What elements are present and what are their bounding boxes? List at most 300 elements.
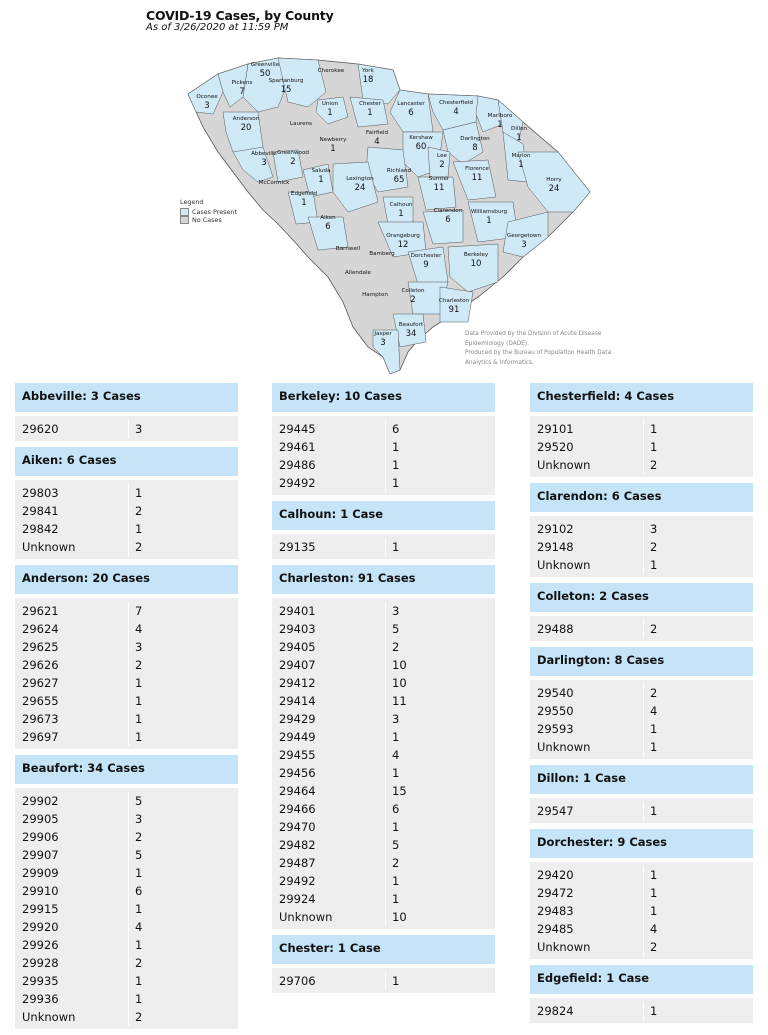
county-map-label: Newberry <box>319 137 347 143</box>
county-map-count: 34 <box>405 329 417 339</box>
zip-row <box>530 538 753 556</box>
case-count: 4 <box>650 704 658 718</box>
zip-code: Unknown <box>530 938 644 956</box>
county-map-count: 9 <box>423 260 429 270</box>
case-count: 1 <box>135 902 143 916</box>
zip-row <box>272 420 495 438</box>
zip-table <box>530 414 753 477</box>
county-map-label: Barnwell <box>335 246 361 252</box>
zip-code: 29706 <box>272 972 386 990</box>
county-header: Colleton: 2 Cases <box>530 583 753 614</box>
zip-table <box>530 796 753 823</box>
case-count: 6 <box>392 422 400 436</box>
county-header: Calhoun: 1 Case <box>272 501 495 532</box>
county-map-count: 1 <box>497 120 503 130</box>
zip-code: 29492 <box>272 872 386 890</box>
zip-code: 29626 <box>15 656 129 674</box>
zip-row <box>272 656 495 674</box>
county-map-count: 18 <box>362 75 374 85</box>
county-column-2 <box>272 383 495 999</box>
county-map-label: Abbeville <box>251 151 277 157</box>
zip-code: 29429 <box>272 710 386 728</box>
zip-row <box>272 782 495 800</box>
county-map-label: Berkeley <box>463 252 489 258</box>
zip-row <box>530 702 753 720</box>
zip-code: 29414 <box>272 692 386 710</box>
county-map-count: 12 <box>397 240 409 250</box>
county-map-label: Dillon <box>511 126 527 132</box>
zip-table <box>15 414 238 441</box>
zip-code: 29472 <box>530 884 644 902</box>
credit-line: Analytics & Informatics. <box>465 359 534 366</box>
county-map-label: Kershaw <box>409 135 433 141</box>
case-count: 1 <box>650 740 658 754</box>
county-box <box>272 501 495 559</box>
zip-code: 29902 <box>15 792 129 810</box>
county-header: Edgefield: 1 Case <box>530 965 753 996</box>
zip-code: 29407 <box>272 656 386 674</box>
case-count: 11 <box>392 694 407 708</box>
zip-row <box>15 792 238 810</box>
zip-code: 29135 <box>272 538 386 556</box>
legend-label: Cases Present <box>192 208 237 216</box>
county-map-label: Allendale <box>345 270 371 276</box>
county-map-count: 1 <box>330 144 336 154</box>
county-map-label: Chester <box>359 101 381 107</box>
county-map-label: Chesterfield <box>439 100 473 106</box>
case-count: 2 <box>650 540 658 554</box>
zip-row <box>272 692 495 710</box>
zip-table <box>272 414 495 495</box>
case-count: 3 <box>650 522 658 536</box>
credit-line: Produced by the Bureau of Population Health Data <box>465 350 612 356</box>
zip-code: 29928 <box>15 954 129 972</box>
zip-code: 29906 <box>15 828 129 846</box>
case-count: 3 <box>135 640 143 654</box>
zip-row <box>272 456 495 474</box>
zip-row <box>15 520 238 538</box>
case-count: 6 <box>392 802 400 816</box>
county-map-label: Oconee <box>196 94 218 100</box>
county-map-label: York <box>362 68 374 74</box>
county-map-label: Greenville <box>250 62 280 68</box>
zip-code: 29915 <box>15 900 129 918</box>
page-subtitle: As of 3/26/2020 at 11:59 PM <box>146 22 289 33</box>
county-map-count: 3 <box>380 338 386 348</box>
case-count: 1 <box>392 820 400 834</box>
case-count: 1 <box>392 730 400 744</box>
zip-row <box>272 818 495 836</box>
case-count: 5 <box>392 622 400 636</box>
county-map-count: 8 <box>472 143 478 153</box>
case-count: 1 <box>135 938 143 952</box>
county-map-count: 7 <box>239 87 245 97</box>
zip-table <box>530 514 753 577</box>
zip-row <box>272 746 495 764</box>
zip-row <box>530 456 753 474</box>
zip-code: 29697 <box>15 728 129 746</box>
case-count: 2 <box>135 658 143 672</box>
county-header: Clarendon: 6 Cases <box>530 483 753 514</box>
legend-label: No Cases <box>192 216 222 224</box>
zip-row <box>530 684 753 702</box>
zip-code: 29403 <box>272 620 386 638</box>
case-count: 1 <box>135 866 143 880</box>
county-map-label: Georgetown <box>506 233 542 239</box>
credit-line: Epidemiology (DADE). <box>465 340 529 347</box>
case-count: 2 <box>650 458 658 472</box>
county-map-label: Horry <box>546 177 562 183</box>
county-map-label: Edgefield <box>290 191 318 197</box>
county-box <box>272 565 495 929</box>
zip-row <box>272 872 495 890</box>
case-count: 3 <box>135 812 143 826</box>
case-count: 2 <box>135 504 143 518</box>
county-box <box>272 935 495 993</box>
zip-row <box>15 918 238 936</box>
zip-code: 29488 <box>530 620 644 638</box>
zip-row <box>15 828 238 846</box>
case-count: 2 <box>650 940 658 954</box>
case-count: 1 <box>650 422 658 436</box>
zip-row <box>15 882 238 900</box>
case-count: 1 <box>135 694 143 708</box>
county-map-label: Darlington <box>460 136 490 142</box>
zip-row <box>15 538 238 556</box>
zip-row <box>530 802 753 820</box>
zip-code: 29842 <box>15 520 129 538</box>
credit-line: Data Provided by the Division of Acute Disease <box>465 331 602 337</box>
case-count: 1 <box>392 476 400 490</box>
county-map-count: 50 <box>259 69 271 79</box>
case-count: 4 <box>135 622 143 636</box>
case-count: 1 <box>650 886 658 900</box>
case-count: 5 <box>135 848 143 862</box>
zip-row <box>272 674 495 692</box>
zip-code: 29673 <box>15 710 129 728</box>
county-map-count: 6 <box>408 108 414 118</box>
county-map-count: 24 <box>354 183 366 193</box>
county-map-count: 20 <box>240 123 252 133</box>
county-map-label: Pickens <box>231 80 253 86</box>
zip-row <box>530 938 753 956</box>
zip-code: 29910 <box>15 882 129 900</box>
zip-code: 29486 <box>272 456 386 474</box>
zip-row <box>272 538 495 556</box>
case-count: 2 <box>135 1010 143 1024</box>
zip-row <box>15 900 238 918</box>
zip-table <box>272 532 495 559</box>
zip-code: 29926 <box>15 936 129 954</box>
zip-table <box>530 860 753 959</box>
zip-code: 29905 <box>15 810 129 828</box>
zip-code: Unknown <box>15 1008 129 1026</box>
case-count: 10 <box>392 658 407 672</box>
county-box <box>530 765 753 823</box>
county-header: Beaufort: 34 Cases <box>15 755 238 786</box>
case-count: 1 <box>650 904 658 918</box>
zip-code: 29420 <box>530 866 644 884</box>
zip-code: 29841 <box>15 502 129 520</box>
county-map-label: Jasper <box>374 331 392 337</box>
zip-row <box>272 854 495 872</box>
case-count: 5 <box>392 838 400 852</box>
zip-row <box>15 954 238 972</box>
case-count: 1 <box>135 712 143 726</box>
zip-row <box>272 800 495 818</box>
county-map-count: 1 <box>318 175 324 185</box>
county-map-label: Marlboro <box>487 113 513 119</box>
county-map-label: Anderson <box>232 116 260 122</box>
zip-code: 29102 <box>530 520 644 538</box>
county-map-count: 1 <box>518 160 524 170</box>
case-count: 4 <box>392 748 400 762</box>
zip-row <box>272 908 495 926</box>
case-count: 10 <box>392 676 407 690</box>
zip-row <box>15 990 238 1008</box>
zip-code: 29487 <box>272 854 386 872</box>
county-header: Dillon: 1 Case <box>530 765 753 796</box>
zip-row <box>530 620 753 638</box>
zip-row <box>15 420 238 438</box>
zip-code: Unknown <box>530 456 644 474</box>
case-count: 4 <box>135 920 143 934</box>
case-count: 2 <box>135 956 143 970</box>
case-count: 15 <box>392 784 407 798</box>
case-count: 2 <box>135 830 143 844</box>
zip-row <box>272 836 495 854</box>
county-map-label: Union <box>321 101 339 107</box>
zip-code: 29464 <box>272 782 386 800</box>
zip-code: 29627 <box>15 674 129 692</box>
zip-code: Unknown <box>272 908 386 926</box>
page-title: COVID-19 Cases, by County <box>146 8 334 23</box>
case-count: 3 <box>135 422 143 436</box>
case-count: 5 <box>135 794 143 808</box>
county-map-count: 2 <box>439 160 445 170</box>
zip-code: 29492 <box>272 474 386 492</box>
case-count: 7 <box>135 604 143 618</box>
zip-row <box>15 1008 238 1026</box>
zip-code: 29920 <box>15 918 129 936</box>
county-map-label: Greenwood <box>277 150 309 156</box>
zip-code: Unknown <box>530 556 644 574</box>
zip-code: 29909 <box>15 864 129 882</box>
county-map-count: 4 <box>374 137 380 147</box>
zip-code: 29520 <box>530 438 644 456</box>
case-count: 6 <box>135 884 143 898</box>
case-count: 1 <box>650 1004 658 1018</box>
county-header: Berkeley: 10 Cases <box>272 383 495 414</box>
county-map-label: Charleston <box>438 298 470 304</box>
county-header: Chester: 1 Case <box>272 935 495 966</box>
zip-row <box>530 438 753 456</box>
case-count: 10 <box>392 910 407 924</box>
county-map-count: 6 <box>445 215 451 225</box>
county-map-count: 1 <box>398 209 404 219</box>
case-count: 1 <box>650 868 658 882</box>
zip-row <box>530 866 753 884</box>
zip-code: Unknown <box>530 738 644 756</box>
county-map-label: Cherokee <box>317 68 345 74</box>
county-map-label: Bamberg <box>369 251 395 257</box>
case-count: 1 <box>650 804 658 818</box>
zip-row <box>530 920 753 938</box>
zip-row <box>530 902 753 920</box>
zip-code: 29445 <box>272 420 386 438</box>
zip-code: Unknown <box>15 538 129 556</box>
county-map-label: Saluda <box>311 168 331 174</box>
county-map-count: 1 <box>301 198 307 208</box>
county-map-count: 15 <box>280 85 292 95</box>
zip-row <box>530 884 753 902</box>
county-map-count: 1 <box>516 133 522 143</box>
county-box <box>15 383 238 441</box>
county-box <box>15 565 238 749</box>
county-map-label: Florence <box>465 166 489 172</box>
zip-row <box>530 420 753 438</box>
case-count: 1 <box>392 974 400 988</box>
county-map-label: Lee <box>437 153 447 159</box>
zip-code: 29405 <box>272 638 386 656</box>
zip-row <box>15 502 238 520</box>
zip-row <box>15 846 238 864</box>
county-map-label: Beaufort <box>398 322 424 328</box>
county-header: Dorchester: 9 Cases <box>530 829 753 860</box>
county-column-3 <box>530 383 753 1029</box>
zip-row <box>15 638 238 656</box>
zip-code: 29936 <box>15 990 129 1008</box>
county-map-label: Clarendon <box>433 208 463 214</box>
zip-code: 29621 <box>15 602 129 620</box>
zip-code: 29625 <box>15 638 129 656</box>
data-credit <box>465 330 635 368</box>
county-map-label: Sumter <box>428 176 450 182</box>
case-count: 1 <box>392 766 400 780</box>
county-map-label: Colleton <box>401 288 425 294</box>
zip-code: 29924 <box>272 890 386 908</box>
case-count: 1 <box>650 558 658 572</box>
county-box <box>530 647 753 759</box>
legend-swatch-no-cases <box>180 216 189 224</box>
zip-code: 29907 <box>15 846 129 864</box>
zip-code: 29101 <box>530 420 644 438</box>
county-box <box>530 383 753 477</box>
zip-row <box>15 864 238 882</box>
county-map-label: McCormick <box>258 180 290 186</box>
county-box <box>530 583 753 641</box>
zip-code: 29624 <box>15 620 129 638</box>
zip-code: 29482 <box>272 836 386 854</box>
zip-row <box>15 972 238 990</box>
county-header: Anderson: 20 Cases <box>15 565 238 596</box>
zip-code: 29449 <box>272 728 386 746</box>
zip-row <box>272 620 495 638</box>
zip-code: 29547 <box>530 802 644 820</box>
case-count: 2 <box>392 640 400 654</box>
zip-row <box>272 728 495 746</box>
zip-table <box>530 614 753 641</box>
county-map-label: Aiken <box>320 215 336 221</box>
county-header: Charleston: 91 Cases <box>272 565 495 596</box>
zip-code: 29401 <box>272 602 386 620</box>
zip-row <box>272 764 495 782</box>
case-count: 1 <box>392 440 400 454</box>
county-map-label: Fairfield <box>365 130 389 136</box>
zip-row <box>15 620 238 638</box>
zip-row <box>15 692 238 710</box>
case-count: 2 <box>650 686 658 700</box>
case-count: 1 <box>135 676 143 690</box>
county-map-count: 2 <box>410 295 416 305</box>
county-map-count: 2 <box>290 157 296 167</box>
case-count: 2 <box>650 622 658 636</box>
zip-table <box>530 996 753 1023</box>
zip-row <box>15 810 238 828</box>
zip-row <box>272 710 495 728</box>
county-box <box>272 383 495 495</box>
county-column-1 <box>15 383 238 1035</box>
county-map-svg <box>178 52 598 377</box>
county-map-label: Orangeburg <box>386 233 420 239</box>
case-count: 2 <box>135 540 143 554</box>
county-map-count: 10 <box>470 259 482 269</box>
zip-table <box>272 596 495 929</box>
case-count: 1 <box>135 486 143 500</box>
county-map-count: 65 <box>393 175 405 185</box>
zip-table <box>530 678 753 759</box>
zip-code: 29550 <box>530 702 644 720</box>
zip-code: 29456 <box>272 764 386 782</box>
county-map-label: Marion <box>511 153 531 159</box>
county-map-count: 3 <box>204 101 210 111</box>
county-map-label: Lexington <box>346 176 374 182</box>
county-box <box>15 447 238 559</box>
zip-code: 29485 <box>530 920 644 938</box>
legend <box>180 197 237 225</box>
zip-row <box>15 656 238 674</box>
county-map-count: 1 <box>367 108 373 118</box>
zip-code: 29655 <box>15 692 129 710</box>
zip-code: 29803 <box>15 484 129 502</box>
zip-table <box>15 478 238 559</box>
zip-code: 29412 <box>272 674 386 692</box>
case-count: 1 <box>392 540 400 554</box>
zip-row <box>272 474 495 492</box>
county-map-count: 6 <box>325 222 331 232</box>
case-count: 1 <box>650 722 658 736</box>
zip-code: 29466 <box>272 800 386 818</box>
county-header: Abbeville: 3 Cases <box>15 383 238 414</box>
case-count: 4 <box>650 922 658 936</box>
county-map-label: Spartanburg <box>268 78 304 84</box>
county-map-label: Williamsburg <box>470 209 508 215</box>
county-map-count: 3 <box>261 158 267 168</box>
zip-row <box>15 674 238 692</box>
zip-row <box>272 438 495 456</box>
county-box <box>530 483 753 577</box>
zip-row <box>272 602 495 620</box>
zip-table <box>272 966 495 993</box>
zip-code: 29470 <box>272 818 386 836</box>
case-count: 1 <box>135 992 143 1006</box>
zip-code: 29483 <box>530 902 644 920</box>
county-header: Darlington: 8 Cases <box>530 647 753 678</box>
case-count: 1 <box>650 440 658 454</box>
zip-row <box>272 638 495 656</box>
case-count: 1 <box>392 892 400 906</box>
zip-row <box>15 936 238 954</box>
